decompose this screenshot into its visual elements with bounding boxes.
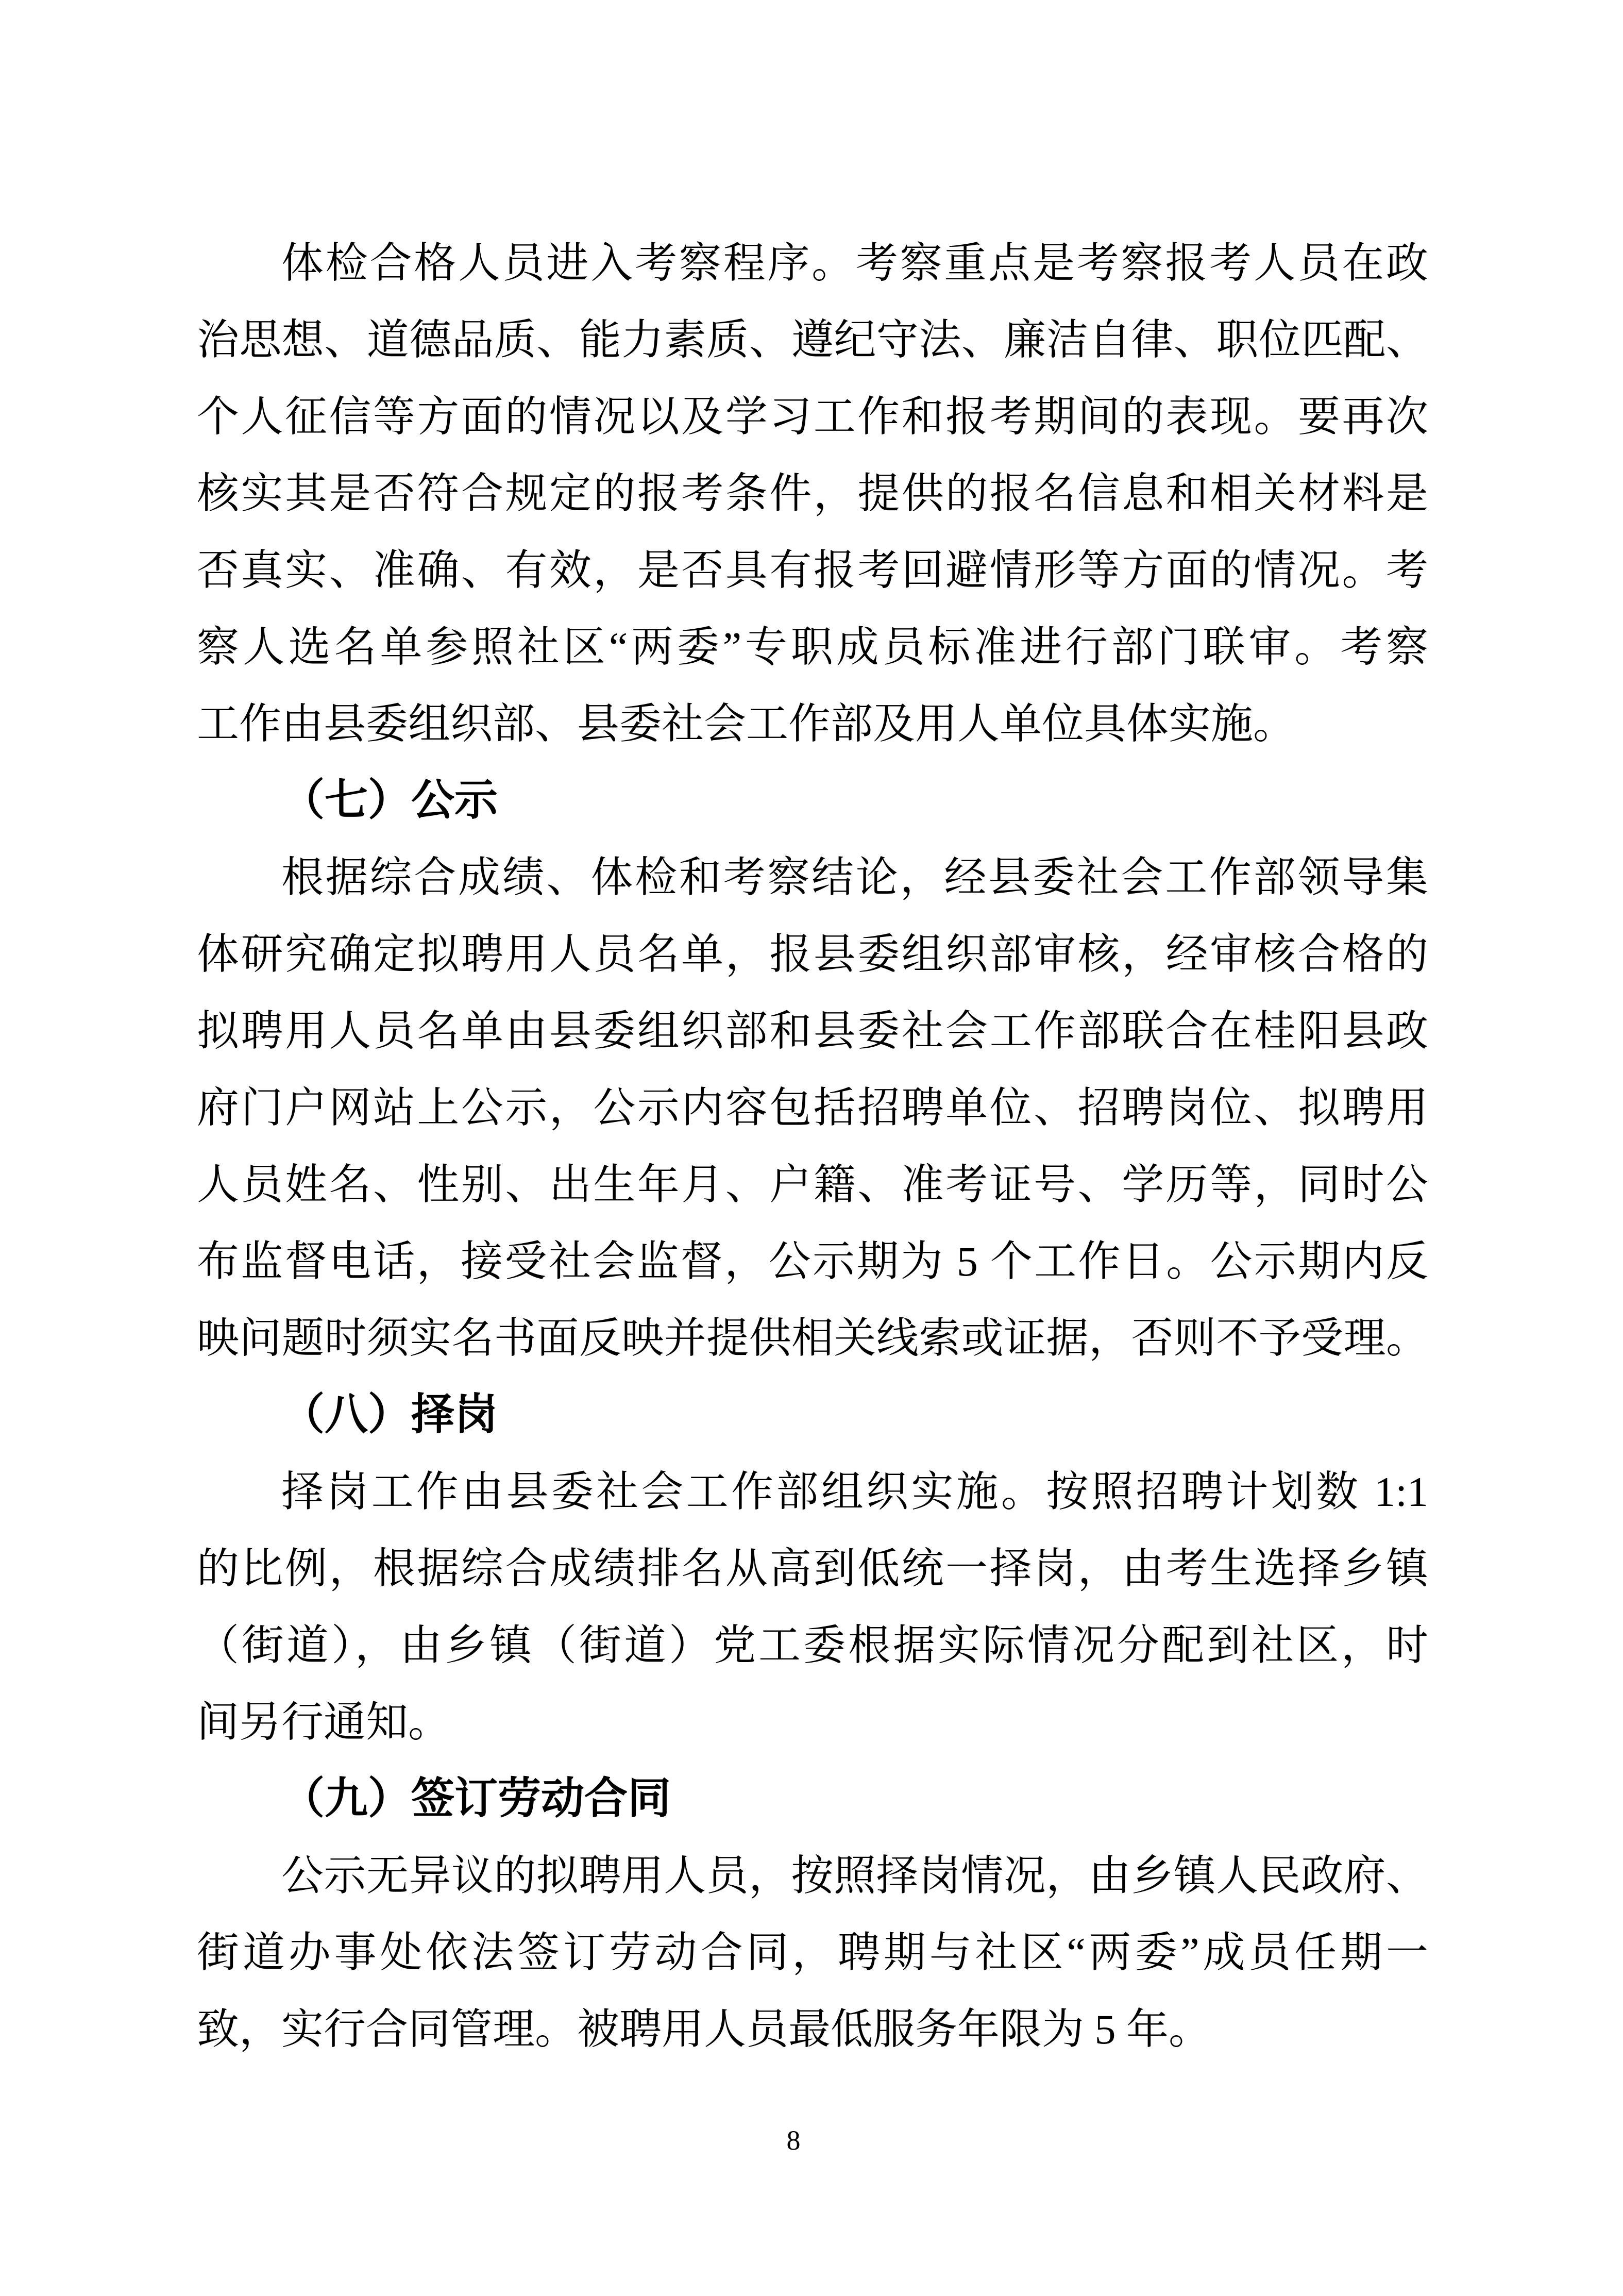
body-line: 察人选名单参照社区“两委”专职成员标准进行部门联审。考察: [197, 624, 1428, 671]
body-line: 街道办事处依法签订劳动合同，聘期与社区“两委”成员任期一: [197, 1929, 1428, 1976]
body-line: 择岗工作由县委社会工作部组织实施。按照招聘计划数 1:1: [281, 1468, 1428, 1515]
body-line: 人员姓名、性别、出生年月、户籍、准考证号、学历等，同时公: [197, 1161, 1428, 1208]
section-heading-gongshi: （七）公示: [281, 777, 498, 825]
body-line: 布监督电话，接受社会监督，公示期为 5 个工作日。公示期内反: [197, 1238, 1428, 1285]
body-line: 个人征信等方面的情况以及学习工作和报考期间的表现。要再次: [197, 393, 1428, 440]
body-line: 体检合格人员进入考察程序。考察重点是考察报考人员在政: [281, 240, 1428, 287]
body-line: 根据综合成绩、体检和考察结论，经县委社会工作部领导集: [281, 854, 1428, 901]
body-line: 映问题时须实名书面反映并提供相关线索或证据，否则不予受理。: [197, 1315, 1428, 1362]
section-heading-laodong-hetong: （九）签订劳动合同: [281, 1775, 671, 1823]
document-text-block: [197, 225, 1428, 2068]
body-line: 府门户网站上公示，公示内容包括招聘单位、招聘岗位、拟聘用: [197, 1084, 1428, 1131]
body-line: 核实其是否符合规定的报考条件，提供的报名信息和相关材料是: [197, 470, 1428, 517]
body-line: 间另行通知。: [197, 1699, 451, 1746]
section-heading-zegang: （八）择岗: [281, 1391, 498, 1439]
body-line: （街道），由乡镇（街道）党工委根据实际情况分配到社区，时: [197, 1622, 1428, 1669]
body-line: 致，实行合同管理。被聘用人员最低服务年限为 5 年。: [197, 2006, 1211, 2053]
page-number: 8: [786, 2125, 801, 2156]
body-line: 否真实、准确、有效，是否具有报考回避情形等方面的情况。考: [197, 547, 1428, 594]
body-line: 公示无异议的拟聘用人员，按照择岗情况，由乡镇人民政府、: [281, 1852, 1428, 1899]
body-line: 工作由县委组织部、县委社会工作部及用人单位具体实施。: [197, 700, 1296, 747]
body-line: 体研究确定拟聘用人员名单，报县委组织部审核，经审核合格的: [197, 931, 1428, 978]
body-line: 治思想、道德品质、能力素质、遵纪守法、廉洁自律、职位匹配、: [197, 316, 1428, 363]
body-line: 拟聘用人员名单由县委组织部和县委社会工作部联合在桂阳县政: [197, 1008, 1428, 1054]
body-line: 的比例，根据综合成绩排名从高到低统一择岗，由考生选择乡镇: [197, 1545, 1428, 1592]
